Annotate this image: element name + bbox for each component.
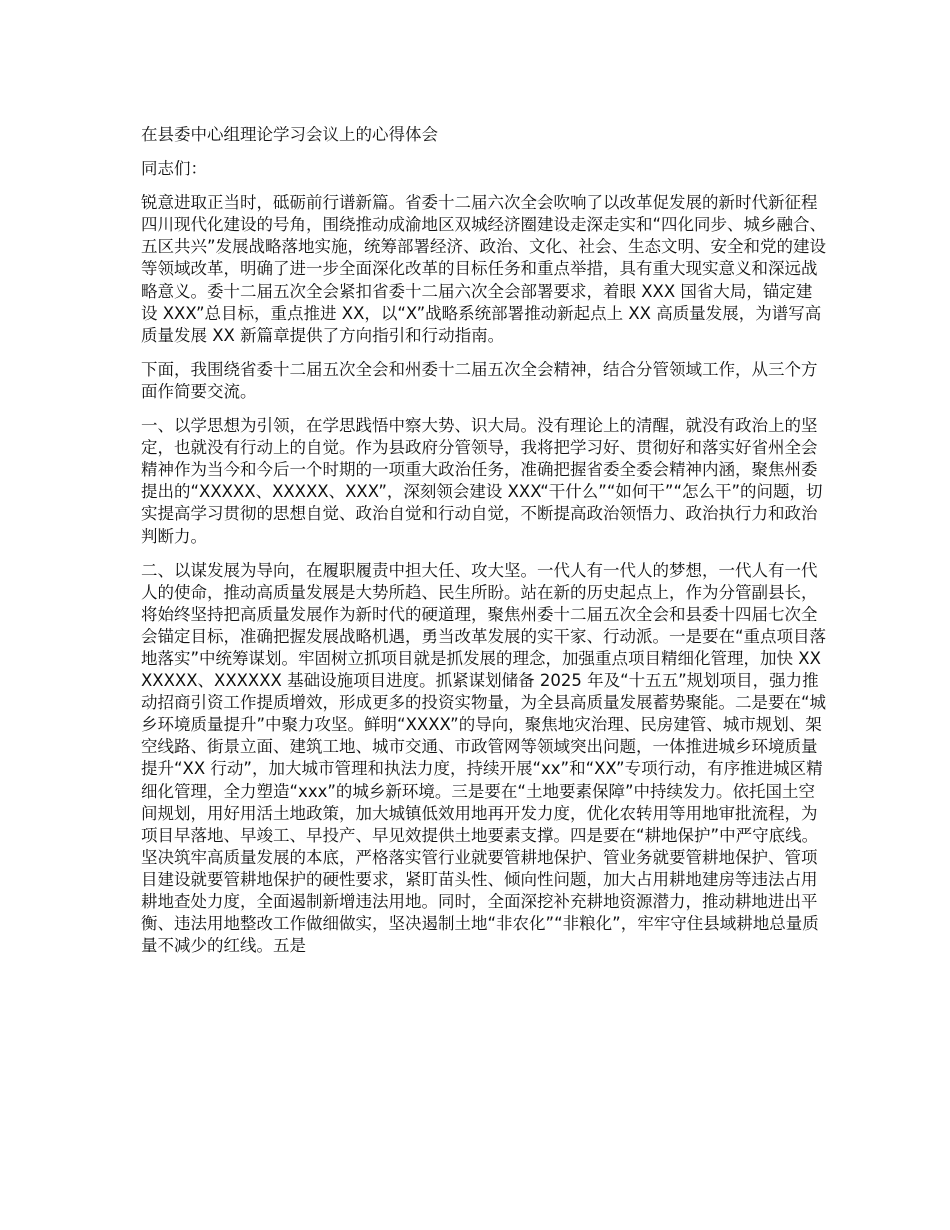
document-body bbox=[141, 124, 827, 969]
document-title: 在县委中心组理论学习会议上的心得体会 bbox=[141, 125, 438, 144]
paragraph-intro: 锐意进取正当时，砥砺前行谱新篇。省委十二届六次全会吹响了以改革促发展的新时代新征程四川现代化建设的号角，围绕推动成渝地区双城经济圈建设走深走实和“四化同步、城乡融合、五区共兴”发展战略落地实施，统筹部署经济、政治、文化、社会、生态文明、安全和党的建设等领域改革，明确了进一步全面深化改革的目标任务和重点举措，具有重大现实意义和深远战略意义。委十二届五次全会紧扣省委十二届六次全会部署要求，着眼 XXX 国省大局，锚定建设 XXX”总目标，重点推进 XX，以“X”战略系统部署推动新起点上 XX 高质量发展，为谱写高质量发展 XX 新篇章提供了方向指引和行动指南。 bbox=[141, 193, 827, 345]
paragraph-section-one: 一、以学思想为引领，在学思践悟中察大势、识大局。没有理论上的清醒，就没有政治上的坚定，也就没有行动上的自觉。作为县政府分管领导，我将把学习好、贯彻好和落实好省州全会精神作为当今和今后一个时期的一项重大政治任务，准确把握省委全委会精神内涵，聚焦州委提出的“XXXXX、XXXXX、XXX”，深刻领会建设 XXX“干什么”“如何干”“怎么干”的问题，切实提高学习贯彻的思想自觉、政治自觉和行动自觉，不断提高政治领悟力、政治执行力和政治判断力。 bbox=[141, 416, 823, 546]
paragraph-overview: 下面，我围绕省委十二届五次全会和州委十二届五次全会精神，结合分管领域工作，从三个方面作简要交流。 bbox=[141, 359, 818, 401]
paragraph-section-two: 二、以谋发展为导向，在履职履责中担大任、攻大坚。一代人有一代人的梦想，一代人有一代人的使命，推动高质量发展是大势所趋、民生所盼。站在新的历史起点上，作为分管副县长，将始终坚持把高质量发展作为新时代的硬道理，聚焦州委十二届五次全会和县委十四届七次全会锚定目标，准确把握发展战略机遇，勇当改革发展的实干家、行动派。一是要在“重点项目落地落实”中统筹谋划。牢固树立抓项目就是抓发展的理念，加强重点项目精细化管理，加快 XXXXXXX、XXXXXX 基础设施项目进度。抓紧谋划储备 2025 年及“十五五”规划项目，强力推动招商引资工作提质增效，形成更多的投资实物量，为全县高质量发展蓄势聚能。二是要在“城乡环境质量提升”中聚力攻坚。鲜明“XXXX”的导向，聚焦地灾治理、民房建管、城市规划、架空线路、街景立面、建筑工地、城市交通、市政管网等领域突出问题，一体推进城乡环境质量提升“XX 行动”，加大城市管理和执法力度，持续开展“xx”和“XX”专项行动，有序推进城区精细化管理，全力塑造“xxx”的城乡新环境。三是要在“土地要素保障”中持续发力。依托国土空间规划，用好用活土地政策，加大城镇低效用地再开发力度，优化农转用等用地审批流程，为项目早落地、早竣工、早投产、早见效提供土地要素支撑。四是要在“耕地保护”中严守底线。坚决筑牢高质量发展的本底，严格落实管行业就要管耕地保护、管业务就要管耕地保护、管项目建设就要管耕地保护的硬性要求，紧盯苗头性、倾向性问题，加大占用耕地建房等违法占用耕地查处力度，全面遏制新增违法用地。同时，全面深挖补充耕地资源潜力，推动耕地进出平衡、违法用地整改工作做细做实，坚决遏制土地“非农化”“非粮化”，牢牢守住县域耕地总量质量不减少的红线。五是 bbox=[141, 560, 827, 956]
greeting: 同志们： bbox=[141, 159, 207, 179]
